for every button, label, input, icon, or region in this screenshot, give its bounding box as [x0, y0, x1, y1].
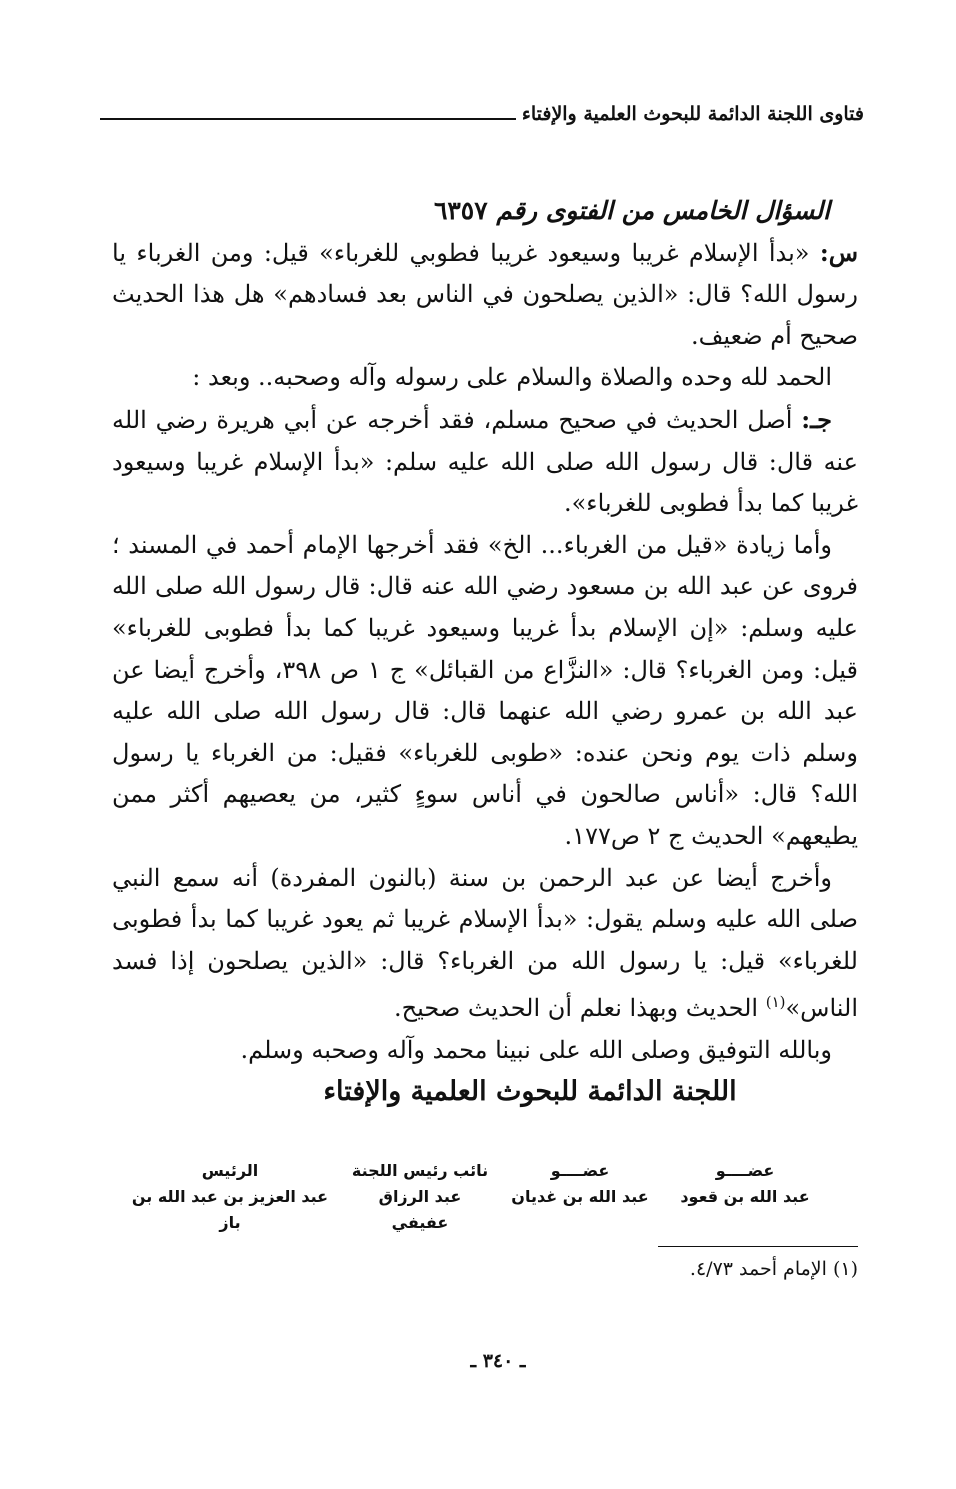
header-rule: [100, 118, 516, 120]
question-heading: [112, 190, 858, 232]
question-paragraph: [112, 232, 858, 358]
signature-role: عضــــو: [550, 1161, 610, 1180]
footnote: (١) الإمام أحمد ٤/٧٣.: [689, 1258, 858, 1280]
answer-paragraph-3: [112, 858, 858, 1030]
answer-label: جـ:: [801, 404, 832, 434]
fatwa-body: [112, 190, 858, 1113]
answer-text-3: وأخرج أيضا عن عبد الرحمن بن سنة (بالنون المفردة) أنه سمع النبي صلى الله عليه وسلم يقول: «بدأ الإسلام غريبا ثم يعود غريبا كما بدأ فطوبى للغرباء» قيل: يا رسول الله من الغرباء؟ قال: «الذين يصلحون إذا فسد الناس»: [112, 863, 859, 1023]
signature-chairman: [120, 1158, 340, 1236]
signature-name: عبد الله بن قعود: [680, 1187, 810, 1206]
footnote-rule: [658, 1246, 858, 1247]
answer-text-1: أصل الحديث في صحيح مسلم، فقد أخرجه عن أبي هريرة رضي الله عنه قال: قال رسول الله صلى الله عليه سلم: «بدأ الإسلام غريبا وسيعود غريبا كما بدأ فطوبى للغرباء».: [112, 405, 858, 518]
question-label: س:: [819, 237, 858, 267]
running-title: فتاوى اللجنة الدائمة للبحوث العلمية والإفتاء: [521, 103, 864, 125]
signature-role: عضــــو: [715, 1161, 775, 1180]
question-heading-text: السؤال الخامس من الفتوى رقم: [496, 196, 830, 225]
committee-name: اللجنة الدائمة للبحوث العلمية والإفتاء: [323, 1076, 737, 1108]
question-text: «بدأ الإسلام غريبا وسيعود غريبا فطوبي للغرباء» قيل: ومن الغرباء يا رسول الله؟ قال: «الذين يصلحون في الناس بعد فسادهم» هل هذا الحديث صحيح أم ضعيف.: [112, 238, 858, 350]
signature-name: عبد الله بن غديان: [511, 1187, 649, 1206]
signature-block: [120, 1158, 820, 1236]
fatwa-number: ٦٣٥٧: [433, 196, 488, 225]
signature-deputy: [350, 1158, 490, 1236]
answer-paragraph-2: وأما زيادة «قيل من الغرباء... الخ» فقد أخرجها الإمام أحمد في المسند ؛ فروى عن عبد الله بن مسعود رضي الله عنه قال: قال رسول الله صلى الله عليه وسلم: «إن الإسلام بدأ غريبا وسيعود غريبا كما بدأ فطوبى للغرباء» قيل: ومن الغرباء؟ قال: «النزَّاع من القبائل» ج ١ ص ٣٩٨، وأخرج أيضا عن عبد الله بن عمرو رضي الله عنهما قال: قال رسول الله صلى الله عليه وسلم ذات يوم ونحن عنده: «طوبى للغرباء» فقيل: من الغرباء يا رسول الله؟ قال: «أناس صالحون في أناس سوءٍ كثير، من يعصيهم أكثر ممن يطيعهم» الحديث ج ٢ ص١٧٧.: [112, 530, 859, 850]
praise-paragraph: الحمد لله وحده والصلاة والسلام على رسوله وآله وصحبه.. وبعد :: [192, 363, 832, 392]
answer-text-3-end: الحديث وبهذا نعلم أن الحديث صحيح.: [393, 994, 766, 1023]
signature-member-2: [500, 1158, 660, 1236]
signature-role: نائب رئيس اللجنة: [351, 1161, 489, 1180]
running-header: [100, 90, 864, 126]
page-number: ـ ٣٤٠ ـ: [470, 1350, 526, 1372]
signature-role: الرئيس: [201, 1161, 259, 1180]
signature-member-1: [670, 1158, 820, 1236]
signature-name: عبد العزيز بن عبد الله بن باز: [131, 1187, 329, 1232]
closing-line: وبالله التوفيق وصلى الله على نبينا محمد وآله وصحبه وسلم.: [240, 1035, 832, 1064]
signature-name: عبد الرزاق عفيفي: [378, 1187, 462, 1232]
answer-paragraph-1: [112, 399, 858, 525]
footnote-marker: (١): [765, 993, 786, 1012]
